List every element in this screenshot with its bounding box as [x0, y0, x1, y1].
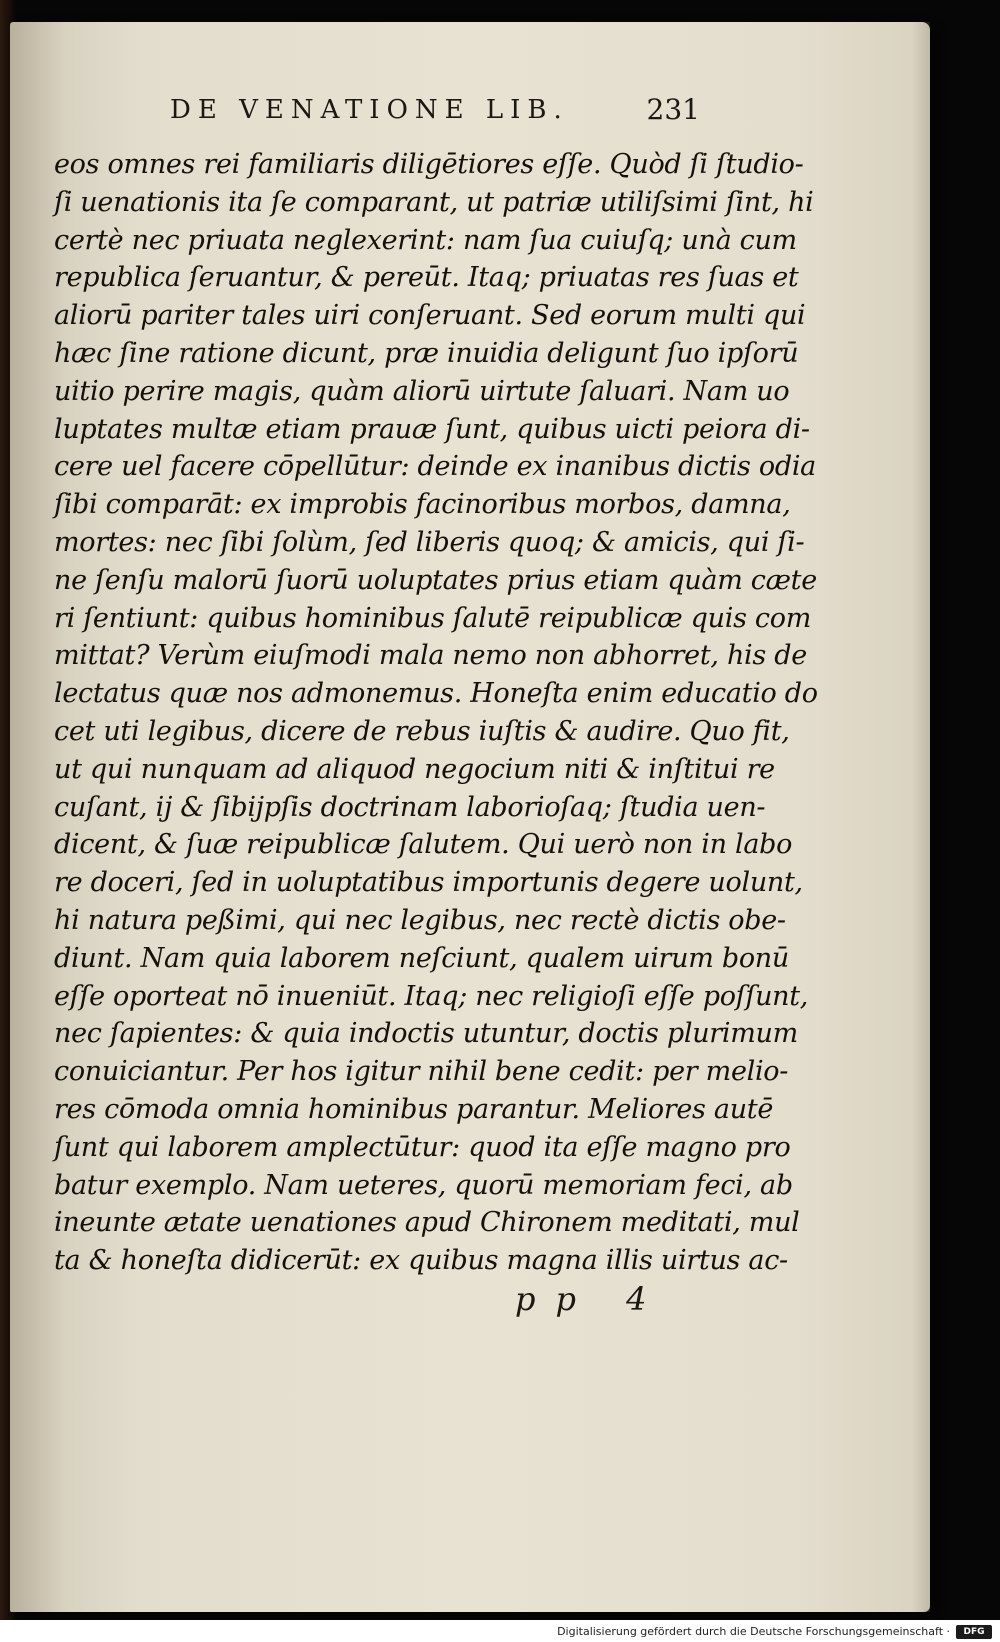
- text-line: ri ſentiunt: quibus hominibus ſalutē reipublicæ quis com: [54, 602, 811, 634]
- text-line: conuiciantur. Per hos igitur nihil bene cedit: per melio-: [54, 1056, 789, 1088]
- text-line: eos omnes rei familiaris diligētiores eſſe. Quòd ſi ſtudio-: [54, 149, 804, 180]
- text-line: diunt. Nam quia laborem neſciunt, qualem uirum bonū: [54, 942, 789, 974]
- body-text-block: [54, 146, 818, 1280]
- dfg-logo: DFG: [956, 1625, 992, 1639]
- text-line: ineunte ætate uenationes apud Chironem meditati, mul: [54, 1207, 800, 1239]
- text-line: ſi uenationis ita ſe comparant, ut patriæ utiliſsimi ſint, hi: [54, 186, 814, 218]
- text-line: ut qui nunquam ad aliquod negocium niti & inſtitui re: [54, 753, 775, 785]
- text-line: mittat? Verùm eiuſmodi mala nemo non abhorret, his de: [54, 640, 807, 672]
- text-line: eſſe oporteat nō inueniūt. Itaq; nec religioſi eſſe poſſunt,: [54, 980, 809, 1012]
- text-line: mortes: nec ſibi ſolùm, ſed liberis quoq; & amicis, qui ſi-: [54, 526, 805, 558]
- text-line: ta & honeſta didicerūt: ex quibus magna illis uirtus ac-: [54, 1245, 788, 1277]
- text-line: cuſant, ij & ſibijpſis doctrinam laborioſaq; ſtudia uen-: [54, 791, 766, 823]
- text-line: certè nec priuata neglexerint: nam ſua cuiuſq; unà cum: [54, 224, 797, 256]
- digitization-footer: [0, 1620, 1000, 1642]
- page-fore-edge: [912, 22, 930, 1612]
- page-number: 231: [646, 93, 700, 126]
- text-line: ſibi comparāt: ex improbis facinoribus morbos, damna,: [54, 489, 791, 521]
- text-line: dicent, & ſuæ reipublicæ ſalutem. Qui uerò non in labo: [54, 829, 793, 861]
- book-page: [10, 22, 930, 1612]
- text-line: lectatus quæ nos admonemus. Honeſta enim educatio do: [54, 678, 818, 710]
- funding-credit: Digitalisierung gefördert durch die Deutsche Forschungsgemeinschaft ·: [557, 1625, 950, 1638]
- running-title: DE VENATIONE LIB.: [170, 95, 569, 125]
- text-line: uitio perire magis, quàm aliorū uirtute ſaluari. Nam uo: [54, 375, 790, 407]
- text-line: re doceri, ſed in uoluptatibus importunis degere uolunt,: [54, 867, 803, 899]
- text-line: cet uti legibus, dicere de rebus iuſtis & audire. Quo fit,: [54, 715, 790, 747]
- page-header: [170, 90, 700, 130]
- text-line: ne ſenſu malorū ſuorū uoluptates prius etiam quàm cæte: [54, 564, 817, 596]
- text-line: republica ſeruantur, & pereūt. Itaq; priuatas res ſuas et: [54, 262, 799, 294]
- text-line: res cōmoda omnia hominibus parantur. Meliores autē: [54, 1093, 774, 1125]
- text-line: cere uel facere cōpellūtur: deinde ex inanibus dictis odia: [54, 451, 816, 483]
- text-line: batur exemplo. Nam ueteres, quorū memoriam feci, ab: [54, 1169, 793, 1201]
- text-line: luptates multæ etiam prauæ ſunt, quibus uicti peiora di-: [54, 413, 810, 445]
- text-line: hi natura peßimi, qui nec legibus, nec rectè dictis obe-: [54, 904, 786, 936]
- signature-mark: pp 4: [515, 1280, 667, 1318]
- text-line: hæc ſine ratione dicunt, præ inuidia deligunt ſuo ipſorū: [54, 337, 799, 369]
- text-line: nec ſapientes: & quia indoctis utuntur, doctis plurimum: [54, 1018, 798, 1050]
- text-line: aliorū pariter tales uiri conſeruant. Sed eorum multi qui: [54, 300, 806, 332]
- text-line: ſunt qui laborem amplectūtur: quod ita eſſe magno pro: [54, 1131, 791, 1163]
